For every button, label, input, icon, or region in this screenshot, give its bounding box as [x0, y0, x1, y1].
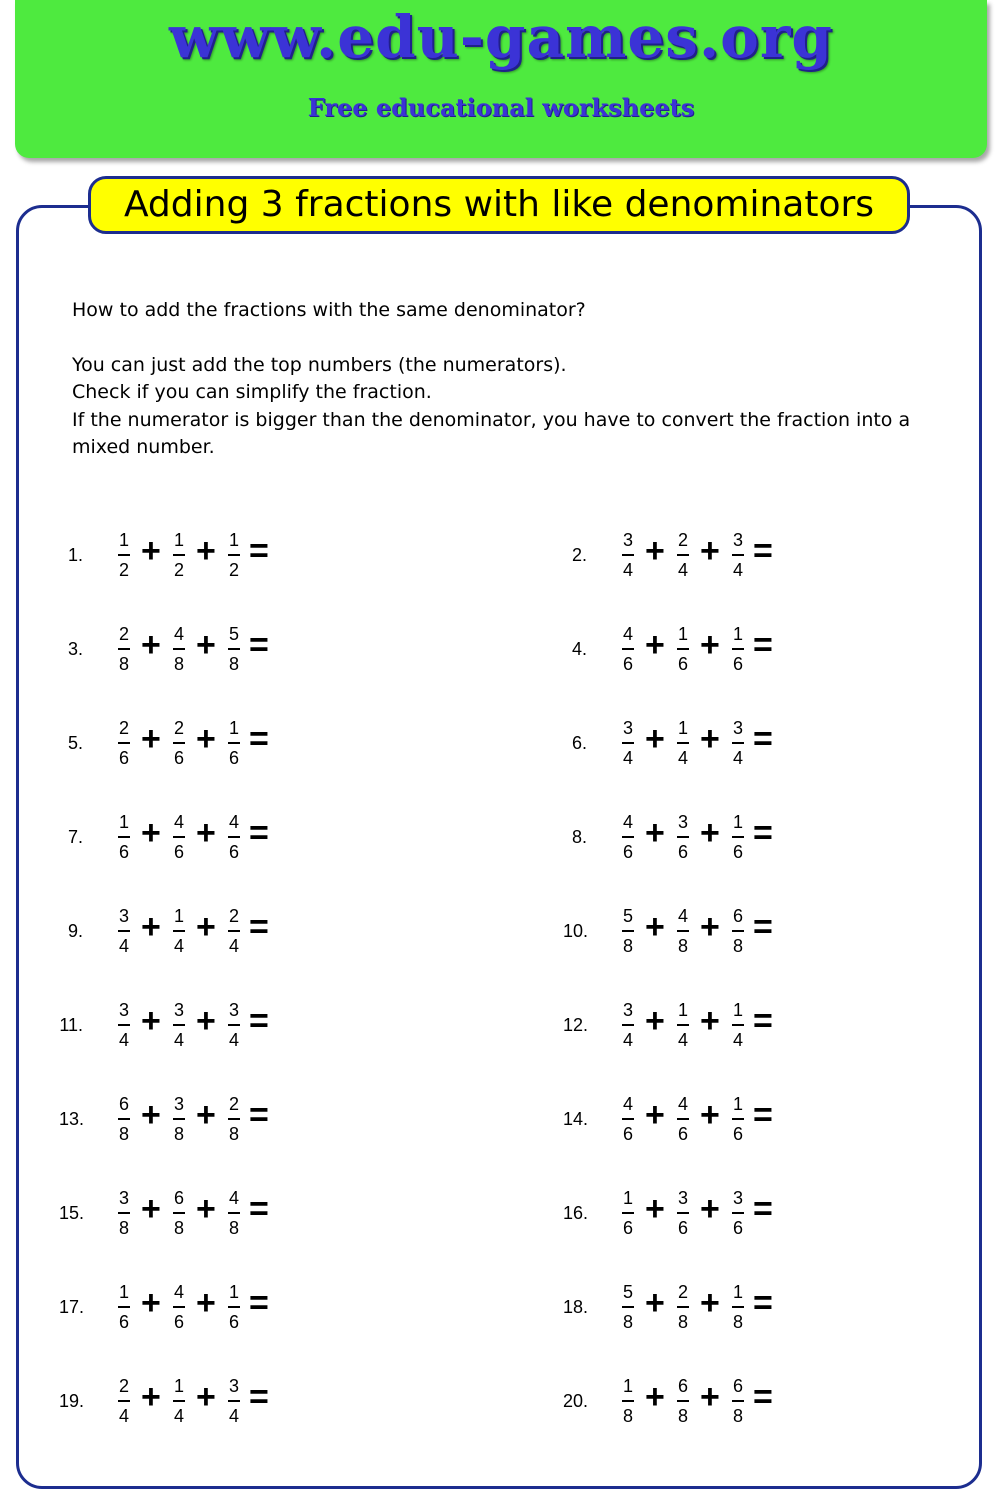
equals-sign: = — [249, 626, 269, 664]
problem-item — [59, 622, 359, 682]
plus-sign: + — [700, 720, 720, 758]
denominator: 6 — [118, 842, 129, 862]
problem-item — [563, 1186, 863, 1246]
plus-sign: + — [645, 1378, 665, 1416]
fraction-bar — [173, 1400, 185, 1402]
numerator: 1 — [732, 1094, 743, 1114]
numerator: 4 — [228, 1188, 239, 1208]
numerator: 3 — [173, 1094, 184, 1114]
problem-item — [563, 904, 863, 964]
plus-sign: + — [645, 720, 665, 758]
instruction-step: If the numerator is bigger than the denominator, you have to convert the fraction into a mixed number. — [72, 408, 911, 458]
denominator: 6 — [622, 1218, 633, 1238]
fraction-bar — [228, 742, 240, 744]
denominator: 6 — [622, 654, 633, 674]
numerator: 4 — [622, 812, 633, 832]
problem-number: 15. — [59, 1203, 85, 1223]
denominator: 6 — [622, 1124, 633, 1144]
fraction-bar — [732, 930, 744, 932]
instruction-step: You can just add the top numbers (the numerators). — [72, 353, 567, 376]
numerator: 3 — [118, 1000, 129, 1020]
problem-item — [59, 998, 359, 1058]
fraction-bar — [118, 554, 130, 556]
fraction-bar — [622, 1306, 634, 1308]
denominator: 2 — [173, 560, 184, 580]
fraction-bar — [118, 1212, 130, 1214]
equals-sign: = — [753, 720, 773, 758]
fraction-bar — [732, 1212, 744, 1214]
fraction-bar — [228, 930, 240, 932]
plus-sign: + — [141, 1002, 161, 1040]
denominator: 8 — [622, 1312, 633, 1332]
fraction-bar — [732, 554, 744, 556]
site-logo-text[interactable]: www.edu-games.org — [169, 3, 833, 71]
fraction-bar — [677, 1306, 689, 1308]
denominator: 6 — [732, 1218, 743, 1238]
fraction-bar — [677, 742, 689, 744]
denominator: 6 — [732, 842, 743, 862]
plus-sign: + — [141, 814, 161, 852]
numerator: 5 — [622, 906, 633, 926]
fraction-bar — [732, 1306, 744, 1308]
plus-sign: + — [196, 908, 216, 946]
plus-sign: + — [645, 1096, 665, 1134]
denominator: 2 — [228, 560, 239, 580]
fraction-bar — [622, 742, 634, 744]
problem-number: 16. — [563, 1203, 589, 1223]
fraction-bar — [118, 836, 130, 838]
equals-sign: = — [753, 532, 773, 570]
denominator: 6 — [173, 748, 184, 768]
problem-item — [59, 1092, 359, 1152]
problem-number: 6. — [571, 733, 587, 753]
denominator: 6 — [173, 842, 184, 862]
fraction-bar — [732, 742, 744, 744]
problem-item — [563, 810, 863, 870]
equals-sign: = — [249, 1002, 269, 1040]
numerator: 1 — [677, 1000, 688, 1020]
fraction-bar — [118, 930, 130, 932]
numerator: 4 — [622, 624, 633, 644]
numerator: 3 — [677, 1188, 688, 1208]
plus-sign: + — [645, 626, 665, 664]
problem-item — [563, 998, 863, 1058]
fraction-bar — [622, 1400, 634, 1402]
denominator: 4 — [732, 1030, 743, 1050]
fraction-bar — [118, 1118, 130, 1120]
denominator: 4 — [732, 748, 743, 768]
problem-item — [563, 1374, 863, 1434]
numerator: 6 — [732, 906, 743, 926]
denominator: 8 — [677, 1312, 688, 1332]
fraction-bar — [732, 836, 744, 838]
fraction-bar — [677, 1118, 689, 1120]
problem-number: 8. — [571, 827, 587, 847]
numerator: 3 — [228, 1000, 239, 1020]
denominator: 4 — [118, 1406, 129, 1426]
numerator: 1 — [228, 530, 239, 550]
fraction-bar — [118, 742, 130, 744]
plus-sign: + — [141, 532, 161, 570]
denominator: 4 — [118, 1030, 129, 1050]
equals-sign: = — [753, 1284, 773, 1322]
fraction-bar — [173, 1306, 185, 1308]
numerator: 1 — [173, 530, 184, 550]
equals-sign: = — [753, 1096, 773, 1134]
plus-sign: + — [141, 720, 161, 758]
denominator: 4 — [173, 1030, 184, 1050]
equals-sign: = — [249, 814, 269, 852]
denominator: 8 — [622, 1406, 633, 1426]
numerator: 1 — [118, 530, 129, 550]
numerator: 3 — [732, 718, 743, 738]
numerator: 1 — [228, 718, 239, 738]
problem-item — [563, 528, 863, 588]
numerator: 3 — [622, 1000, 633, 1020]
denominator: 6 — [622, 842, 633, 862]
numerator: 3 — [118, 906, 129, 926]
denominator: 6 — [228, 842, 239, 862]
numerator: 4 — [173, 1282, 184, 1302]
plus-sign: + — [700, 814, 720, 852]
numerator: 3 — [173, 1000, 184, 1020]
numerator: 3 — [118, 1188, 129, 1208]
denominator: 6 — [677, 1124, 688, 1144]
fraction-bar — [622, 648, 634, 650]
numerator: 2 — [173, 718, 184, 738]
numerator: 1 — [622, 1188, 633, 1208]
fraction-bar — [677, 1024, 689, 1026]
plus-sign: + — [141, 1284, 161, 1322]
numerator: 4 — [228, 812, 239, 832]
denominator: 8 — [228, 654, 239, 674]
numerator: 1 — [622, 1376, 633, 1396]
numerator: 2 — [118, 718, 129, 738]
equals-sign: = — [753, 1378, 773, 1416]
numerator: 1 — [732, 812, 743, 832]
problem-item — [59, 716, 359, 776]
equals-sign: = — [249, 1190, 269, 1228]
equals-sign: = — [753, 814, 773, 852]
plus-sign: + — [196, 814, 216, 852]
plus-sign: + — [645, 908, 665, 946]
problem-number: 12. — [563, 1015, 589, 1035]
denominator: 4 — [228, 1030, 239, 1050]
plus-sign: + — [196, 1096, 216, 1134]
plus-sign: + — [196, 1284, 216, 1322]
numerator: 4 — [677, 1094, 688, 1114]
plus-sign: + — [645, 1002, 665, 1040]
denominator: 4 — [622, 748, 633, 768]
plus-sign: + — [700, 532, 720, 570]
fraction-bar — [677, 554, 689, 556]
denominator: 4 — [677, 1030, 688, 1050]
fraction-bar — [228, 1024, 240, 1026]
plus-sign: + — [196, 626, 216, 664]
fraction-bar — [622, 836, 634, 838]
instructions — [72, 297, 952, 462]
numerator: 2 — [228, 1094, 239, 1114]
numerator: 1 — [732, 1000, 743, 1020]
numerator: 3 — [228, 1376, 239, 1396]
problem-number: 3. — [67, 639, 83, 659]
numerator: 1 — [173, 1376, 184, 1396]
fraction-bar — [228, 1306, 240, 1308]
plus-sign: + — [196, 1378, 216, 1416]
denominator: 8 — [622, 936, 633, 956]
plus-sign: + — [700, 1378, 720, 1416]
fraction-bar — [622, 930, 634, 932]
numerator: 6 — [677, 1376, 688, 1396]
numerator: 3 — [622, 530, 633, 550]
plus-sign: + — [196, 720, 216, 758]
problem-number: 9. — [67, 921, 83, 941]
problem-number: 13. — [59, 1109, 85, 1129]
plus-sign: + — [700, 1190, 720, 1228]
numerator: 4 — [622, 1094, 633, 1114]
fraction-bar — [732, 1400, 744, 1402]
fraction-bar — [173, 1212, 185, 1214]
denominator: 4 — [677, 560, 688, 580]
denominator: 4 — [622, 560, 633, 580]
numerator: 5 — [622, 1282, 633, 1302]
problem-number: 11. — [59, 1015, 83, 1035]
numerator: 2 — [228, 906, 239, 926]
equals-sign: = — [249, 1284, 269, 1322]
instruction-step: Check if you can simplify the fraction. — [72, 381, 432, 403]
fraction-bar — [118, 648, 130, 650]
problem-item — [59, 1374, 359, 1434]
fraction-bar — [228, 1400, 240, 1402]
fraction-bar — [622, 1024, 634, 1026]
numerator: 1 — [677, 624, 688, 644]
denominator: 4 — [173, 936, 184, 956]
numerator: 2 — [118, 1376, 129, 1396]
denominator: 6 — [118, 1312, 129, 1332]
fraction-bar — [228, 554, 240, 556]
denominator: 4 — [677, 748, 688, 768]
numerator: 2 — [677, 530, 688, 550]
header-banner — [15, 0, 987, 158]
fraction-bar — [118, 1024, 130, 1026]
fraction-bar — [228, 1212, 240, 1214]
numerator: 1 — [173, 906, 184, 926]
numerator: 1 — [732, 1282, 743, 1302]
fraction-bar — [228, 648, 240, 650]
worksheet-title: Adding 3 fractions with like denominators — [88, 176, 910, 234]
plus-sign: + — [141, 626, 161, 664]
numerator: 3 — [622, 718, 633, 738]
fraction-bar — [228, 836, 240, 838]
denominator: 4 — [228, 1406, 239, 1426]
denominator: 8 — [677, 936, 688, 956]
denominator: 6 — [732, 654, 743, 674]
equals-sign: = — [753, 626, 773, 664]
fraction-bar — [173, 836, 185, 838]
plus-sign: + — [196, 532, 216, 570]
numerator: 3 — [732, 530, 743, 550]
fraction-bar — [173, 1024, 185, 1026]
fraction-bar — [677, 1400, 689, 1402]
site-tagline: Free educational worksheets — [307, 93, 695, 122]
problem-item — [59, 528, 359, 588]
fraction-bar — [677, 648, 689, 650]
problem-item — [563, 1092, 863, 1152]
denominator: 8 — [732, 936, 743, 956]
equals-sign: = — [753, 1190, 773, 1228]
problem-number: 1. — [67, 545, 83, 565]
problem-number: 7. — [67, 827, 83, 847]
denominator: 8 — [118, 654, 129, 674]
problem-item — [59, 810, 359, 870]
numerator: 1 — [228, 1282, 239, 1302]
fraction-bar — [173, 554, 185, 556]
plus-sign: + — [645, 532, 665, 570]
fraction-bar — [622, 1212, 634, 1214]
numerator: 1 — [118, 812, 129, 832]
equals-sign: = — [249, 720, 269, 758]
plus-sign: + — [196, 1190, 216, 1228]
denominator: 8 — [173, 1124, 184, 1144]
denominator: 8 — [228, 1124, 239, 1144]
denominator: 6 — [118, 748, 129, 768]
numerator: 6 — [173, 1188, 184, 1208]
plus-sign: + — [645, 1284, 665, 1322]
denominator: 6 — [228, 748, 239, 768]
fraction-bar — [173, 648, 185, 650]
fraction-bar — [677, 836, 689, 838]
plus-sign: + — [141, 1096, 161, 1134]
problem-item — [563, 622, 863, 682]
fraction-bar — [732, 1118, 744, 1120]
denominator: 6 — [732, 1124, 743, 1144]
problem-number: 19. — [59, 1391, 85, 1411]
denominator: 8 — [732, 1406, 743, 1426]
fraction-bar — [622, 554, 634, 556]
numerator: 2 — [118, 624, 129, 644]
problem-number: 10. — [563, 921, 589, 941]
problem-number: 20. — [563, 1391, 589, 1411]
denominator: 4 — [173, 1406, 184, 1426]
denominator: 4 — [732, 560, 743, 580]
denominator: 8 — [173, 1218, 184, 1238]
denominator: 8 — [732, 1312, 743, 1332]
plus-sign: + — [196, 1002, 216, 1040]
plus-sign: + — [700, 908, 720, 946]
equals-sign: = — [249, 908, 269, 946]
equals-sign: = — [753, 908, 773, 946]
numerator: 3 — [677, 812, 688, 832]
fraction-bar — [732, 1024, 744, 1026]
denominator: 4 — [228, 936, 239, 956]
numerator: 4 — [677, 906, 688, 926]
denominator: 8 — [228, 1218, 239, 1238]
problem-number: 14. — [563, 1109, 589, 1129]
equals-sign: = — [249, 1096, 269, 1134]
fraction-bar — [228, 1118, 240, 1120]
fraction-bar — [173, 1118, 185, 1120]
numerator: 1 — [677, 718, 688, 738]
plus-sign: + — [700, 1002, 720, 1040]
plus-sign: + — [141, 908, 161, 946]
plus-sign: + — [141, 1378, 161, 1416]
instruction-question: How to add the fractions with the same denominator? — [72, 299, 586, 321]
equals-sign: = — [249, 532, 269, 570]
fraction-bar — [173, 742, 185, 744]
denominator: 6 — [677, 654, 688, 674]
equals-sign: = — [753, 1002, 773, 1040]
fraction-bar — [622, 1118, 634, 1120]
numerator: 5 — [228, 624, 239, 644]
denominator: 8 — [118, 1218, 129, 1238]
denominator: 8 — [173, 654, 184, 674]
denominator: 2 — [118, 560, 129, 580]
problem-item — [59, 1280, 359, 1340]
fraction-bar — [677, 1212, 689, 1214]
denominator: 8 — [118, 1124, 129, 1144]
plus-sign: + — [700, 1096, 720, 1134]
numerator: 4 — [173, 624, 184, 644]
plus-sign: + — [700, 626, 720, 664]
problem-number: 4. — [571, 639, 587, 659]
numerator: 6 — [732, 1376, 743, 1396]
numerator: 1 — [118, 1282, 129, 1302]
denominator: 4 — [118, 936, 129, 956]
fraction-bar — [173, 930, 185, 932]
equals-sign: = — [249, 1378, 269, 1416]
problem-item — [59, 904, 359, 964]
problem-item — [563, 716, 863, 776]
fraction-bar — [677, 930, 689, 932]
plus-sign: + — [645, 1190, 665, 1228]
fraction-bar — [732, 648, 744, 650]
plus-sign: + — [141, 1190, 161, 1228]
denominator: 6 — [677, 842, 688, 862]
problem-number: 18. — [563, 1297, 589, 1317]
numerator: 2 — [677, 1282, 688, 1302]
problem-item — [59, 1186, 359, 1246]
fraction-bar — [118, 1306, 130, 1308]
denominator: 4 — [622, 1030, 633, 1050]
denominator: 8 — [677, 1406, 688, 1426]
denominator: 6 — [173, 1312, 184, 1332]
denominator: 6 — [677, 1218, 688, 1238]
numerator: 3 — [732, 1188, 743, 1208]
plus-sign: + — [700, 1284, 720, 1322]
plus-sign: + — [645, 814, 665, 852]
problem-number: 17. — [59, 1297, 85, 1317]
problem-item — [563, 1280, 863, 1340]
problem-number: 5. — [67, 733, 83, 753]
problem-number: 2. — [571, 545, 587, 565]
fraction-bar — [118, 1400, 130, 1402]
numerator: 6 — [118, 1094, 129, 1114]
denominator: 6 — [228, 1312, 239, 1332]
numerator: 4 — [173, 812, 184, 832]
numerator: 1 — [732, 624, 743, 644]
